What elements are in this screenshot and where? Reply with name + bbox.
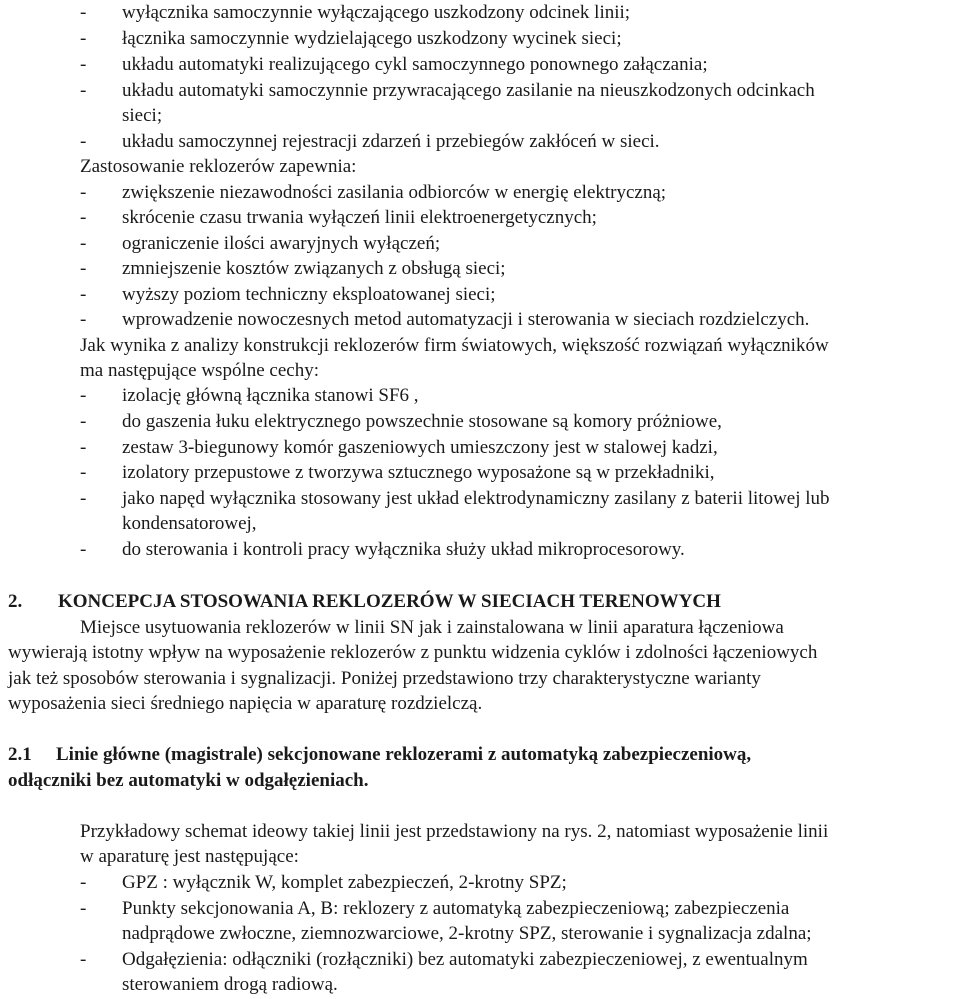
paragraph-line: wywierają istotny wpływ na wyposażenie reklozerów z punktu widzenia cyklów i zdolności łączeniowych <box>8 642 818 663</box>
list-item: Odgałęzienia: odłączniki (rozłączniki) bez automatyki zabezpieczeniowej, z ewentualnym <box>122 949 808 970</box>
list-item: układu samoczynnej rejestracji zdarzeń i przebiegów zakłóceń w sieci. <box>122 131 660 152</box>
list-dash: - <box>80 131 87 152</box>
paragraph-intro-3: Jak wynika z analizy konstrukcji reklozerów firm światowych, większość rozwiązań wyłączników <box>80 335 829 356</box>
list-dash: - <box>80 54 87 75</box>
list-item: zmniejszenie kosztów związanych z obsługą sieci; <box>122 258 506 279</box>
list-item-continuation: sterowaniem drogą radiową. <box>122 974 338 995</box>
paragraph-line: jak też sposobów sterowania i sygnalizacji. Poniżej przedstawiono trzy charakterystyczne warianty <box>8 668 761 689</box>
paragraph-line: Przykładowy schemat ideowy takiej linii jest przedstawiony na rys. 2, natomiast wyposażenie linii <box>80 821 829 842</box>
list-item: wyłącznika samoczynnie wyłączającego uszkodzony odcinek linii; <box>122 2 631 23</box>
list-item: GPZ : wyłącznik W, komplet zabezpieczeń, 2-krotny SPZ; <box>122 872 567 893</box>
list-dash: - <box>80 949 87 970</box>
subsection-number: 2.1 <box>8 744 32 765</box>
paragraph-intro-3-cont: ma następujące wspólne cechy: <box>80 360 319 381</box>
list-item: zestaw 3-biegunowy komór gaszeniowych umieszczony jest w stalowej kadzi, <box>122 437 718 458</box>
subsection-title: Linie główne (magistrale) sekcjonowane reklozerami z automatyką zabezpieczeniową, <box>56 744 752 765</box>
list-item: wprowadzenie nowoczesnych metod automatyzacji i sterowania w sieciach rozdzielczych. <box>122 309 810 330</box>
list-dash: - <box>80 898 87 919</box>
list-item-continuation: kondensatorowej, <box>122 513 257 534</box>
list-dash: - <box>80 80 87 101</box>
list-item: wyższy poziom techniczny eksploatowanej sieci; <box>122 284 496 305</box>
section-title: KONCEPCJA STOSOWANIA REKLOZERÓW W SIECIACH TERENOWYCH <box>58 591 721 612</box>
list-dash: - <box>80 462 87 483</box>
list-dash: - <box>80 488 87 509</box>
list-dash: - <box>80 233 87 254</box>
section-number: 2. <box>8 591 23 612</box>
list-item: izolację główną łącznika stanowi SF6 , <box>122 385 419 406</box>
list-item: izolatory przepustowe z tworzywa sztucznego wyposażone są w przekładniki, <box>122 462 715 483</box>
list-item: układu automatyki samoczynnie przywracającego zasilanie na nieuszkodzonych odcinkach <box>122 80 815 101</box>
list-item: do sterowania i kontroli pracy wyłącznika służy układ mikroprocesorowy. <box>122 539 685 560</box>
list-dash: - <box>80 207 87 228</box>
list-item-continuation: sieci; <box>122 105 163 126</box>
list-item: skrócenie czasu trwania wyłączeń linii elektroenergetycznych; <box>122 207 597 228</box>
list-dash: - <box>80 284 87 305</box>
list-item-continuation: nadprądowe zwłoczne, ziemnozwarciowe, 2-krotny SPZ, sterowanie i sygnalizacja zdalna; <box>122 923 812 944</box>
list-dash: - <box>80 309 87 330</box>
list-dash: - <box>80 182 87 203</box>
list-dash: - <box>80 539 87 560</box>
list-item: układu automatyki realizującego cykl samoczynnego ponownego załączania; <box>122 54 708 75</box>
list-dash: - <box>80 411 87 432</box>
list-dash: - <box>80 385 87 406</box>
list-item: do gaszenia łuku elektrycznego powszechnie stosowane są komory próżniowe, <box>122 411 722 432</box>
paragraph-intro-2: Zastosowanie reklozerów zapewnia: <box>80 156 357 177</box>
list-dash: - <box>80 437 87 458</box>
list-item: zwiększenie niezawodności zasilania odbiorców w energię elektryczną; <box>122 182 667 203</box>
paragraph-line: wyposażenia sieci średniego napięcia w aparaturę rozdzielczą. <box>8 693 483 714</box>
list-item: Punkty sekcjonowania A, B: reklozery z automatyką zabezpieczeniową; zabezpieczenia <box>122 898 790 919</box>
list-dash: - <box>80 2 87 23</box>
paragraph-line: w aparaturę jest następujące: <box>80 846 299 867</box>
list-item: jako napęd wyłącznika stosowany jest układ elektrodynamiczny zasilany z baterii litowej lub <box>122 488 830 509</box>
list-dash: - <box>80 28 87 49</box>
list-item: łącznika samoczynnie wydzielającego uszkodzony wycinek sieci; <box>122 28 622 49</box>
list-item: ograniczenie ilości awaryjnych wyłączeń; <box>122 233 441 254</box>
list-dash: - <box>80 258 87 279</box>
list-dash: - <box>80 872 87 893</box>
paragraph-line: Miejsce usytuowania reklozerów w linii SN jak i zainstalowana w linii aparatura łączeniowa <box>80 617 784 638</box>
subsection-title-cont: odłączniki bez automatyki w odgałęzieniach. <box>8 770 369 791</box>
